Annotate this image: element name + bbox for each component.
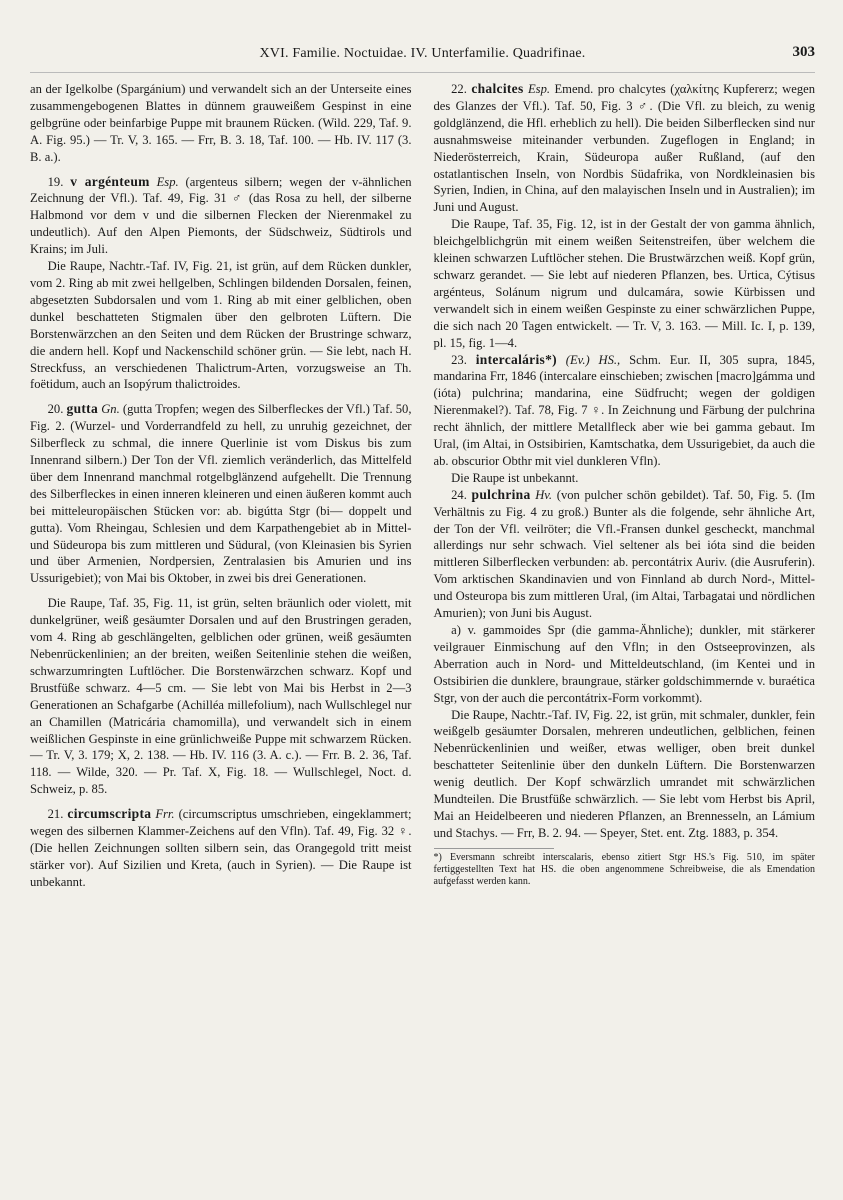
- entry-23: [434, 352, 816, 470]
- species-name: v argénteum: [70, 173, 150, 189]
- footnote-rule: [434, 848, 554, 849]
- running-head: XVI. Familie. Noctuidae. IV. Unterfamilie. Quadrifinae.: [259, 46, 586, 61]
- entry-24-variety: a) v. gammoides Spr (die gamma-Ähnliche); dunkler, mit stärkerer veilgrauer Einmischung auf den Vfln; in den Ostseeprovinzen, als Aberration auch in Nord- und Mitteldeutschland, (im Kentei und in Ostsibirien die dunklere, braungraue, stärker goldschimmernde v. buraética Stgr, von der auch die percontátrix-Form vorkommt).: [433, 623, 815, 705]
- entry-text: Emend. pro chalcytes (χαλκίτης Kupfererz; wegen des Glanzes der Vfl.). Taf. 50, Fig. 3 ♂. (Die Vfl. zu bleich, zu wenig goldglänzend, die Hfl. erheblich zu hell). Die beiden Silberflecken sind nur ausnahmsweise miteinander verbunden. Zugeflogen in England; in Niederösterreich, Krain, Südeuropa außer Rußland, (auf den ostatlantischen Inseln, von Nordbis Südafrika, von Nordkleinasien bis Syrien, Indien, in China, auf den malayischen Inseln und in Australien); im Juni und August.: [433, 82, 816, 215]
- page-number: 303: [792, 44, 815, 60]
- entry-20: [30, 401, 412, 587]
- entry-19-raupe: Die Raupe, Nachtr.-Taf. IV, Fig. 21, ist grün, auf dem Rücken dunkler, vom 2. Ring ab mit zwei hellgelben, Schlingen bildenden Dorsalen, feinen, abgesetzten Subdorsalen und vom 1. Ring ab mit einer gelblichen, oben dunkel beschatteten Stigmalen über den gelbroten Lüftern. Die Borstenwärzchen an den Seiten und dem Rücken der Brustringe schwarz, die andern hell. Kopf und Nackenschild schöner grün. — Sie lebt, nach H. Streckfuss, an verschiedenen Thalictrum-Arten, vorzugsweise an Th. foëtidum, auch an Isopýrum thalictroides.: [30, 259, 412, 392]
- species-name: pulchrina: [471, 486, 531, 502]
- species-name: gutta: [66, 401, 99, 417]
- species-name: chalcites: [471, 81, 524, 96]
- species-author: Gn.: [101, 402, 120, 417]
- species-author: (Ev.) HS.,: [565, 352, 621, 367]
- left-column: [30, 81, 412, 891]
- species-name: circumscripta: [67, 806, 152, 822]
- species-author: Esp.: [156, 174, 179, 189]
- entry-24: [434, 487, 816, 622]
- species-author: Frr.: [155, 807, 175, 822]
- entry-21: [30, 806, 412, 891]
- paragraph-continued: an der Igelkolbe (Spargánium) und verwandelt sich an der Unterseite eines zusammengebogenen Blattes in dünnem grauweißem Gespinst in eine gelbgrüne oder beinfarbige Puppe mit braunem Rücken. (Wild. 229, Taf. 9. A. Fig. 95.) — Tr. V, 3. 165. — Frr, B. 3. 18, Taf. 100. — Hb. IV. 117 (3. B. a.).: [30, 82, 412, 164]
- entry-text: (gutta Tropfen; wegen des Silberfleckes der Vfl.) Taf. 50, Fig. 2. (Wurzel- und Vorderrandfeld zu hell, zu unruhig gezeichnet, der Silberfleck zu schmal, die innere Querlinie ist vom Diskus bis zum Innenrand silbern.) Der Ton der Vfl. ziemlich veränderlich, das Mittelfeld über dem Innenrand manchmal rotgelbglänzend aufgehellt. Die Trennung des Silberfleckes in einen inneren kleineren und einen äußeren kommt auch bei mitteleuropäischen Stücken vor: ab. bigútta Stgr (bi— doppelt und gutta). Vom Rheingau, Schlesien und dem Karpathengebiet ab in Mittel- und Südeuropa bis zum mittleren und Südural, (von Kleinasien bis Syrien und über Armenien, Nordpersien, Zentralasien bis Amurien und ins Ussurigebiet); von Mai bis Oktober, in zwei bis drei Generationen.: [30, 402, 412, 586]
- species-author: Hv.: [535, 487, 553, 502]
- entry-23-raupe: Die Raupe ist unbekannt.: [451, 470, 579, 485]
- entry-text: (argenteus silbern; wegen der v-ähnlichen Zeichnung der Vfl.). Taf. 49, Fig. 31 ♂ (das Rosa zu hell, der silberne Halbmond vor dem v und die silbernen Flecken der Nierenmakel zu undeutlich). Auf den Alpen Piemonts, der Südschweiz, Südtirols und Krains; im Juli.: [30, 174, 412, 257]
- entry-number: 22.: [451, 82, 467, 96]
- entry-number: 20.: [47, 402, 64, 417]
- entry-number: 21.: [47, 807, 64, 822]
- entry-24-raupe: Die Raupe, Nachtr.-Taf. IV, Fig. 22, ist grün, mit schmaler, dunkler, fein weißgelb gesäumter Dorsalen, mehreren undeutlichen, gelblichen, feinen Nebenrückenlinien und weißer, etwas welliger, oben breit dunkel beschatteter Seitenlinie über den dunkeln Lüftern. Die Borstenwarzen wenig deutlich. Der Kopf schwärzlich umrandet mit schwärzlichen Mundteilen. Die Brustfüße schwärzlich. — Sie lebt vom Herbst bis April, Mai an Heidelbeeren und niederen Pflanzen, an Brennesseln, an Lámium und Stachys. — Frr, B. 2. 94. — Speyer, Stet. ent. Ztg. 1883, p. 354.: [433, 707, 815, 840]
- entry-text: Schm. Eur. II, 305 supra, 1845, mandarina Frr, 1846 (intercalare einschieben; zwischen [macro]gámma und (ióta) pulchrina; mandarina, eine Südfrucht; wegen der goldigen Nierenmakel?). Taf. 78, Fig. 7 ♀. In Zeichnung und Färbung der pulchrina recht ähnlich, der mittlere Metallfleck aber wie bei gamma gebaut. Im Ural, (im Altai, in Ostsibirien, Kamtschatka, dem Ussurigebiet, da auch die ab. obscurior Obthr mit viel dunkleren Vfln).: [433, 352, 815, 468]
- entry-number: 23.: [451, 352, 467, 367]
- entry-number: 24.: [451, 487, 467, 502]
- entry-19: [30, 174, 412, 259]
- entry-22-raupe: Die Raupe, Taf. 35, Fig. 12, ist in der Gestalt der von gamma ähnlich, bleichgelblichgrün mit einem weißen Seitenstreifen, über welchem die kleinen schwarzen Luftlöcher stehen. Die Brustwärzchen weiß. Kopf grün, schwarz gerandet. — Sie lebt auf niederen Pflanzen, bes. Urtica, Cýtisus argénteus, Solánum nigrum und dulcamára, sowie Kürbissen und verwandelt sich in einem weißen Gespinste zu einer schwärzlichen Puppe, die sich nach 20 Tagen entwickelt. — Tr. V, 3. 163. — Mill. Ic. I, p. 139, pl. 15, fig. 1—4.: [433, 217, 815, 350]
- entry-20-raupe: Die Raupe, Taf. 35, Fig. 11, ist grün, selten bräunlich oder violett, mit dunkelgrüner, weiß gesäumter Dorsalen und auf den Brustringen geraden, vom 4. Ring ab geschlängelten, gelblichen oder grünen, weiß gesäumten Nebenrückenlinien; an der breiten, weißen Seitenlinie stehen die weißen, schwarzumringten Luftlöcher. Die Borstenwärzchen schwarz. Kopf und Brustfüße schwarz. 4—5 cm. — Sie lebt von Mai bis Herbst in 2—3 Generationen an Schafgarbe (Achilléa millefolium), nach Wullschlegel nur an Chamillen (Matricária chamomilla), und verwandelt sich in einem weißlichen Gespinste in eine grünlichweiße Puppe mit schwarzem Rücken. — Tr. V, 3. 179; X, 2. 138. — Hb. IV. 116 (3. A. c.). — Frr. B. 2. 36, Taf. 118. — Wilde, 320. — Pr. Taf. X, Fig. 18. — Wullschlegel, Noct. d. Schweiz, p. 85.: [30, 596, 412, 797]
- entry-text: (von pulcher schön gebildet). Taf. 50, Fig. 5. (Im Verhältnis zu Fig. 4 zu groß.) Bunter als die folgende, sehr ähnliche Art, der Ton der Vfl. veilröter; die Vfl.-Fransen dunkel gescheckt, manchmal allerdings nur sehr schwach. Viel seltener als bei ióta sind die beiden mittleren Silberflecken verbunden: ab. percontátrix Auriv. (die Ausruferin). Vom arktischen Skandinavien und von Finnland ab durch Nord-, Mittel- und Osteuropa bis zum mittleren Ural, (im Altai, Tarbagatai und nördlichen Amurien); von Juni bis August.: [433, 487, 816, 621]
- page: [30, 38, 815, 891]
- entry-22: [434, 81, 816, 216]
- footnote: *) Eversmann schreibt interscalaris, ebenso zitiert Stgr HS.'s Fig. 510, im später fertiggestellten Text hat HS. die oben angenommene Schreibweise, die als Emendation aufgefasst werden kann.: [433, 851, 815, 887]
- right-column: [434, 81, 816, 891]
- running-header: [30, 38, 815, 73]
- species-author: Esp.: [527, 82, 551, 96]
- two-column-body: [30, 81, 815, 891]
- entry-text: (circumscriptus umschrieben, eingeklammert; wegen des silbernen Klammer-Zeichens auf den Vfln). Taf. 49, Fig. 32 ♀. (Die hellen Zeichnungen sollten silbern sein, das Orangegold tritt meist stärker vor). Auf Sizilien und Kreta, (auch in Syrien). — Die Raupe ist unbekannt.: [30, 807, 412, 889]
- entry-number: 19.: [47, 174, 64, 189]
- species-name: intercaláris*): [475, 351, 557, 367]
